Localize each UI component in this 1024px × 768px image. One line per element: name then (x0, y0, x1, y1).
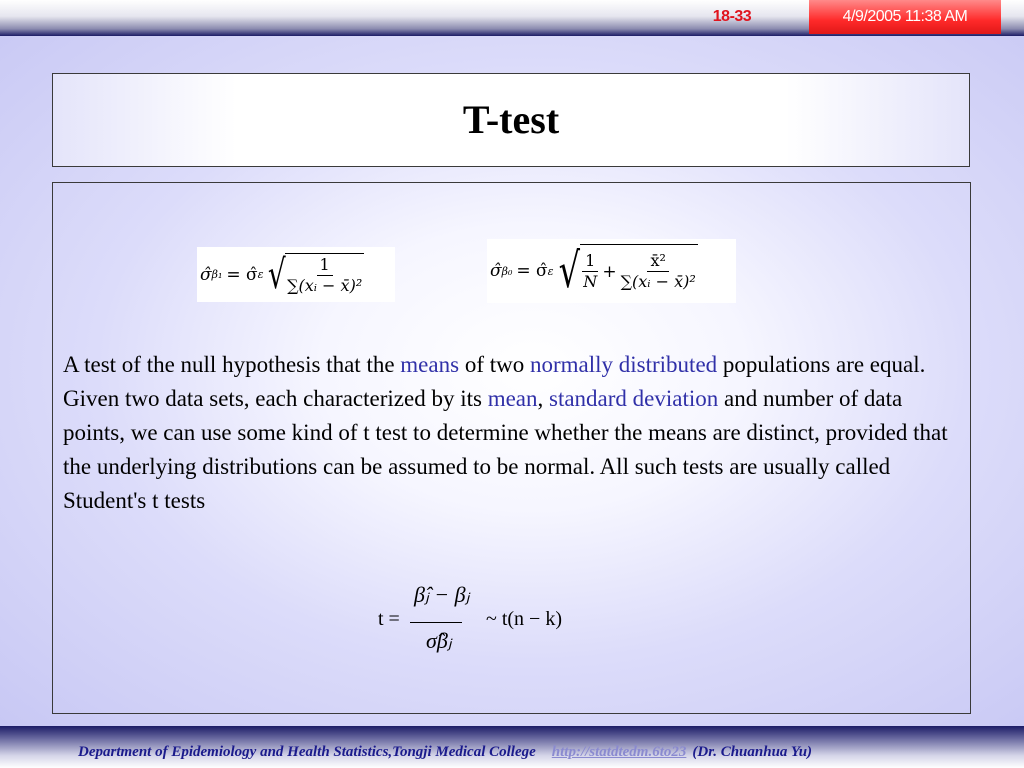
t-label: t = (378, 608, 400, 630)
link-means[interactable]: means (400, 352, 460, 377)
t-distribution: ~ t(n − k) (486, 608, 562, 630)
f2-sqrt (554, 244, 698, 298)
f1-den: ∑(xᵢ − x̄)² (287, 275, 363, 295)
para-text-4: , (537, 386, 549, 411)
f1-sqrt (264, 253, 365, 297)
slide-number: 18-33 (712, 8, 752, 25)
t-statistic-formula (378, 576, 598, 666)
para-text-2: of two (459, 352, 530, 377)
para-text-3: populations are equal. Given two data sets, each characterized by its (63, 352, 926, 411)
formula-se-beta0 (487, 239, 736, 303)
f2-rhs-sub: ε (547, 264, 554, 278)
footer-institution: Department of Epidemiology and Health Statistics,Tongji Medical College (78, 744, 536, 760)
t-numerator: β̂ⱼ − βⱼ (414, 582, 470, 607)
f1-lhs: σ̂ (200, 264, 212, 285)
f2-plus: + (602, 261, 617, 282)
f2-rhs: = σ̂ (516, 261, 548, 281)
formula-se-beta1 (197, 247, 395, 302)
t-denominator: σ̂βⱼ (426, 628, 452, 653)
footer-author: (Dr. Chuanhua Yu) (692, 744, 813, 760)
f2-lhs: σ̂ (490, 261, 502, 281)
body-paragraph (63, 348, 968, 518)
f1-rhs-sub: ε (257, 268, 264, 281)
sqrt-icon: √ (558, 243, 580, 299)
sqrt-icon: √ (267, 251, 286, 298)
link-mean[interactable]: mean (487, 386, 538, 411)
f2-frac2-den: ∑(xᵢ − x̄)² (620, 272, 696, 291)
f1-rhs: = σ̂ (226, 264, 258, 285)
f2-frac1-num: 1 (582, 251, 598, 272)
link-standard-deviation[interactable]: standard deviation (549, 386, 719, 411)
fraction-line (410, 622, 462, 623)
f2-frac2-num: x̄² (647, 251, 668, 272)
date-text: 4/9/2005 11:38 AM (842, 8, 968, 25)
footer-text (78, 744, 812, 761)
f2-lhs-sub: β₀ (501, 264, 513, 278)
f1-num: 1 (317, 255, 333, 276)
title-box (52, 73, 970, 167)
para-text-5: and number of data points, we can use some kind of t test to determine whether the means are distinct, provided that the underlying distributions can be assumed to be normal. All such tests are usually called Student's t tests (63, 386, 948, 513)
f1-lhs-sub: β₁ (211, 268, 223, 281)
f2-frac1-den: N (583, 272, 598, 291)
link-normally-distributed[interactable]: normally distributed (529, 352, 718, 377)
footer-link[interactable]: http://statdtedm.6to23 (551, 744, 687, 760)
slide-title: T-test (462, 97, 560, 142)
para-text-1: A test of the null hypothesis that the (63, 352, 401, 377)
